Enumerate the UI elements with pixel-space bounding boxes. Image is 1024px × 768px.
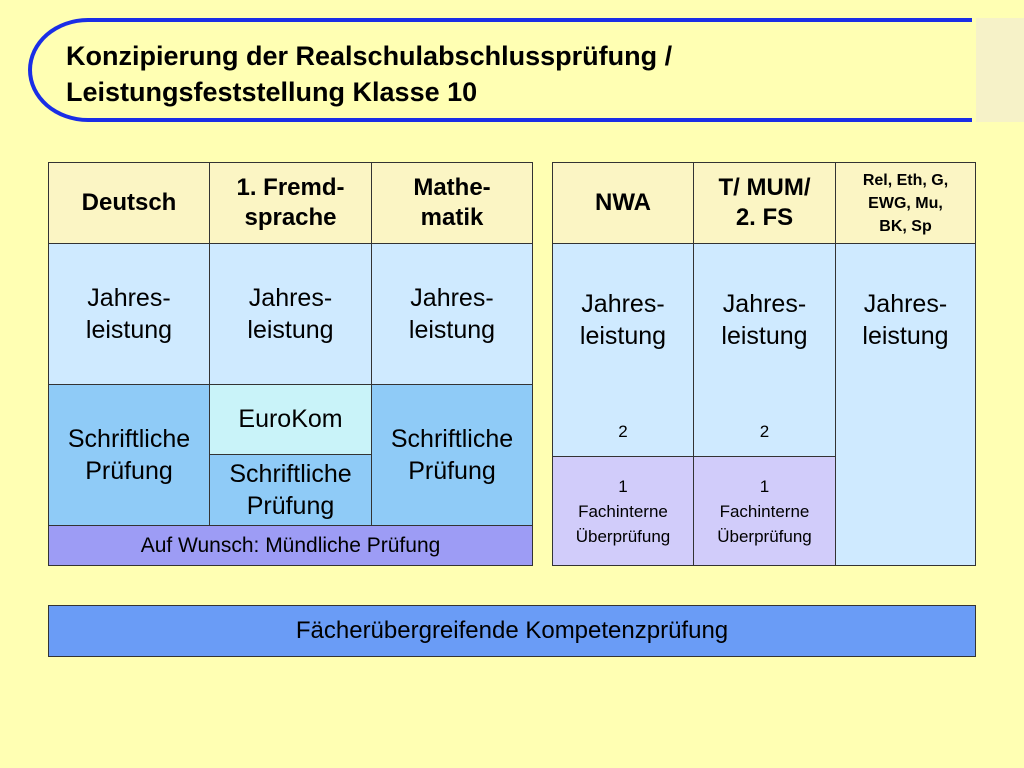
header-rel-eth-line-3: BK, Sp: [879, 217, 932, 235]
header-rel-eth: [835, 162, 976, 244]
cell-rel-eth-jahresleistung: [835, 243, 976, 566]
header-deutsch-label: Deutsch: [81, 189, 177, 216]
cell-t-mum-fachinterne: [693, 456, 836, 566]
header-fremdsprache-line-1: 1. Fremd-: [236, 174, 345, 201]
schriftliche-line-2: Prüfung: [85, 457, 173, 485]
title-corner-decoration: [976, 18, 1024, 122]
cell-deutsch-jahresleistung: [48, 243, 210, 385]
jahresleistung-line-1: Jahres-: [87, 284, 171, 312]
jahresleistung-line-1: Jahres-: [722, 290, 807, 318]
jahresleistung-line-1: Jahres-: [863, 290, 948, 318]
fachinterne-line-1: Fachinterne: [719, 501, 810, 521]
fachinterne-weight: 1: [759, 476, 770, 496]
bottom-banner-label: Fächerübergreifende Kompetenzprüfung: [295, 617, 729, 644]
header-nwa-label: NWA: [595, 189, 651, 216]
page-title: [66, 38, 946, 110]
cell-deutsch-schriftliche-pruefung: [48, 384, 210, 526]
fachinterne-line-2: Überprüfung: [717, 526, 812, 546]
schriftliche-line-1: Schriftliche: [390, 425, 514, 453]
bottom-banner: [48, 605, 976, 657]
cell-fremdsprache-schriftliche-pruefung: [209, 454, 372, 526]
cell-nwa-fachinterne: [552, 456, 694, 566]
eurokom-label: EuroKom: [238, 405, 343, 433]
fachinterne-line-2: Überprüfung: [575, 526, 671, 546]
jahresleistung-line-1: Jahres-: [581, 290, 665, 318]
header-fremdsprache: [209, 162, 372, 244]
header-rel-eth-line-1: Rel, Eth, G,: [862, 171, 949, 189]
jahresleistung-line-1: Jahres-: [410, 284, 494, 312]
fachinterne-weight: 1: [618, 476, 628, 496]
header-nwa: [552, 162, 694, 244]
schriftliche-line-2: Prüfung: [408, 457, 496, 485]
cell-t-mum-jahresleistung: [693, 243, 836, 457]
muendliche-pruefung-label: Auf Wunsch: Mündliche Prüfung: [140, 533, 441, 557]
jahresleistung-line-2: leistung: [85, 316, 173, 344]
cell-mathematik-jahresleistung: [371, 243, 533, 385]
jahresleistung-line-2: leistung: [247, 316, 334, 344]
cell-eurokom: [209, 384, 372, 455]
header-t-mum-fs-line-1: T/ MUM/: [718, 174, 811, 201]
jahresleistung-line-2: leistung: [862, 322, 949, 350]
header-t-mum-fs-line-2: 2. FS: [735, 204, 794, 231]
header-deutsch: [48, 162, 210, 244]
cell-nwa-jahresleistung: [552, 243, 694, 457]
cell-muendliche-pruefung: [48, 525, 533, 566]
header-rel-eth-line-2: EWG, Mu,: [868, 194, 943, 212]
header-mathematik: [371, 162, 533, 244]
cell-mathematik-schriftliche-pruefung: [371, 384, 533, 526]
jahresleistung-line-2: leistung: [408, 316, 496, 344]
header-mathematik-line-2: matik: [420, 204, 484, 231]
title-line-1: Konzipierung der Realschulabschlussprüfung /: [66, 41, 673, 71]
jahresleistung-line-1: Jahres-: [248, 284, 333, 312]
schriftliche-line-1: Schriftliche: [67, 425, 191, 453]
jahresleistung-line-2: leistung: [579, 322, 667, 350]
jahresleistung-line-2: leistung: [721, 322, 808, 350]
schriftliche-line-2: Prüfung: [246, 492, 335, 520]
fachinterne-line-1: Fachinterne: [578, 501, 668, 521]
header-mathematik-line-1: Mathe-: [413, 174, 491, 201]
schriftliche-line-1: Schriftliche: [229, 460, 352, 488]
cell-fremdsprache-jahresleistung: [209, 243, 372, 385]
header-fremdsprache-line-2: sprache: [244, 204, 337, 231]
title-line-2: Leistungsfeststellung Klasse 10: [66, 77, 478, 107]
header-t-mum-fs: [693, 162, 836, 244]
t-mum-weight: 2: [759, 422, 770, 441]
nwa-weight: 2: [618, 422, 628, 441]
